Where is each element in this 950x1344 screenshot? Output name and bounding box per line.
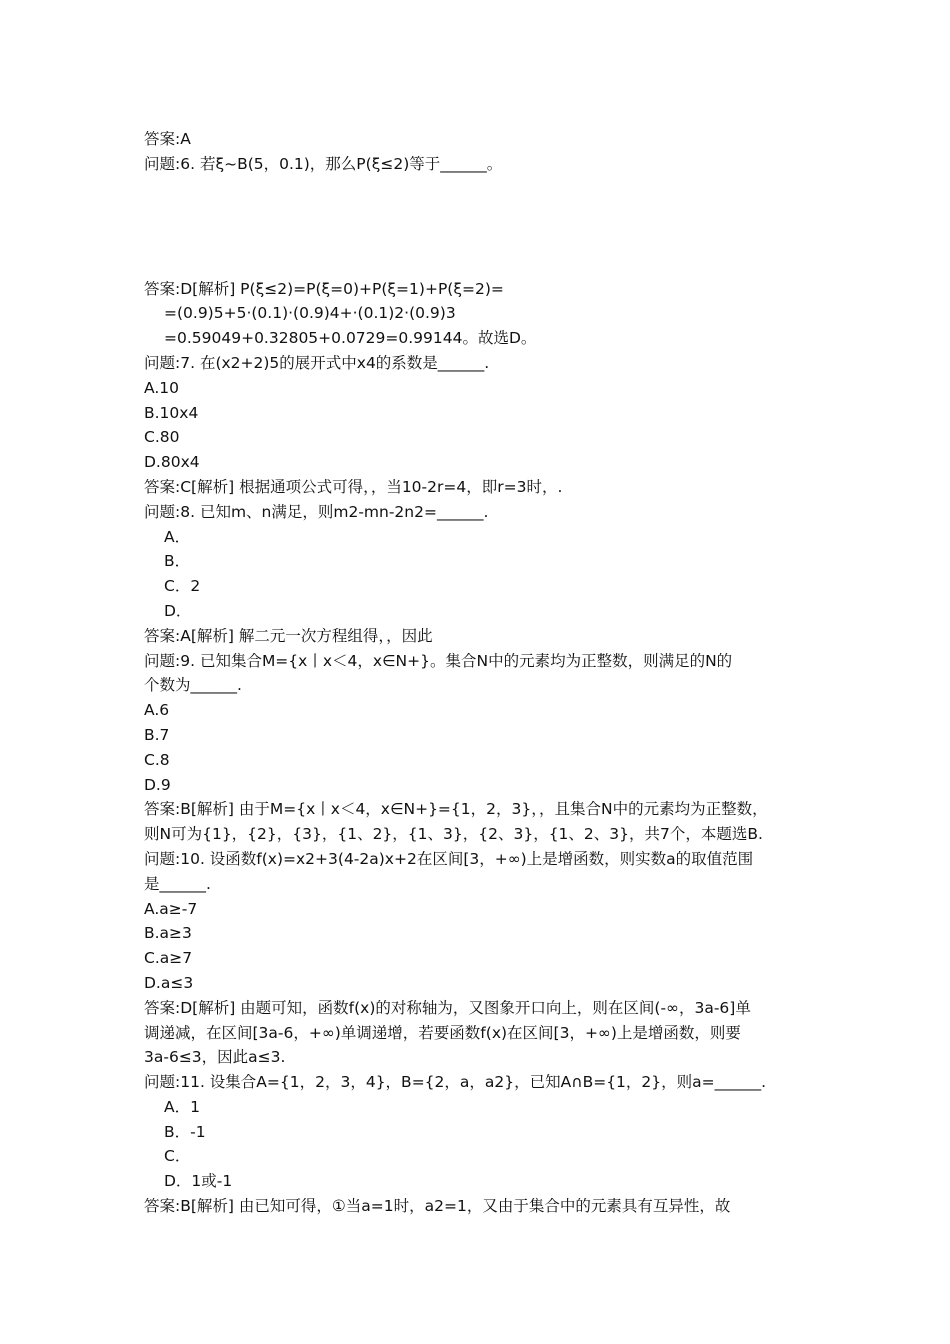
answer-10: 答案:D[解析] 由题可知，函数f(x)的对称轴为，又图象开口向上，则在区间(-∞，3a-6]单: [144, 998, 751, 1017]
answer-9: 答案:B[解析] 由于M={x丨x＜4，x∈N+}={1，2，3}，，且集合N中的元素均为正整数，: [144, 800, 768, 819]
question-9-cont: 个数为______.: [144, 676, 242, 695]
answer-10-cont: 调递减，在区间[3a-6，+∞)单调递增，若要函数f(x)在区间[3，+∞)上是增函数，则要: [144, 1023, 741, 1042]
answer-6-step-1: =(0.9)5+5·(0.1)·(0.9)4+·(0.1)2·(0.9)3: [164, 304, 456, 323]
option-c: C.8: [144, 750, 170, 769]
option-a: A．1: [164, 1097, 200, 1116]
option-b: B．: [164, 552, 191, 571]
option-c: C.a≥7: [144, 949, 193, 968]
option-d: D．: [164, 601, 192, 620]
option-d: D.a≤3: [144, 973, 194, 992]
question-10: 问题:10. 设函数f(x)=x2+3(4-2a)x+2在区间[3，+∞)上是增函数，则实数a的取值范围: [144, 849, 754, 868]
answer-6-step-2: =0.59049+0.32805+0.0729=0.99144。故选D。: [164, 329, 537, 348]
option-c: C．2: [164, 577, 201, 596]
option-a: A.6: [144, 701, 170, 720]
question-7: 问题:7. 在(x2+2)5的展开式中x4的系数是______.: [144, 353, 490, 372]
answer-6: 答案:D[解析] P(ξ≤2)=P(ξ=0)+P(ξ=1)+P(ξ=2)=: [144, 279, 504, 298]
option-b: B.a≥3: [144, 924, 192, 943]
option-b: B．-1: [164, 1122, 206, 1141]
answer-10-cont-2: 3a-6≤3，因此a≤3.: [144, 1048, 286, 1067]
option-c: C.80: [144, 428, 180, 447]
answer-7: 答案:C[解析] 根据通项公式可得，，当10-2r=4，即r=3时，.: [144, 477, 563, 496]
question-6: 问题:6. 若ξ~B(5，0.1)，那么P(ξ≤2)等于______。: [144, 154, 503, 173]
option-d: D.9: [144, 775, 171, 794]
question-9: 问题:9. 已知集合M={x丨x＜4，x∈N+}。集合N中的元素均为正整数，则满足的N的: [144, 651, 733, 670]
option-d: D.80x4: [144, 453, 200, 472]
answer-8: 答案:A[解析] 解二元一次方程组得，，因此: [144, 626, 433, 645]
answer-9-cont: 则N可为{1}，{2}，{3}，{1、2}，{1、3}，{2、3}，{1、2、3}，共7个，本题选B.: [144, 825, 763, 844]
option-b: B.7: [144, 725, 170, 744]
question-8: 问题:8. 已知m、n满足，则m2-mn-2n2=______.: [144, 502, 489, 521]
question-10-cont: 是______.: [144, 874, 211, 893]
option-d: D．1或-1: [164, 1172, 233, 1191]
answer-5: 答案:A: [144, 130, 191, 148]
option-c: C．: [164, 1147, 191, 1166]
blank-gap: [144, 177, 824, 277]
option-a: A.a≥-7: [144, 899, 198, 918]
option-a: A．: [164, 527, 191, 546]
document-body: [144, 127, 824, 1219]
question-11: 问题:11. 设集合A={1，2，3，4}，B={2，a，a2}，已知A∩B={1，2}，则a=______.: [144, 1073, 767, 1092]
answer-11: 答案:B[解析] 由已知可得，①当a=1时，a2=1，又由于集合中的元素具有互异性，故: [144, 1197, 731, 1216]
option-b: B.10x4: [144, 403, 199, 422]
option-a: A.10: [144, 378, 179, 397]
